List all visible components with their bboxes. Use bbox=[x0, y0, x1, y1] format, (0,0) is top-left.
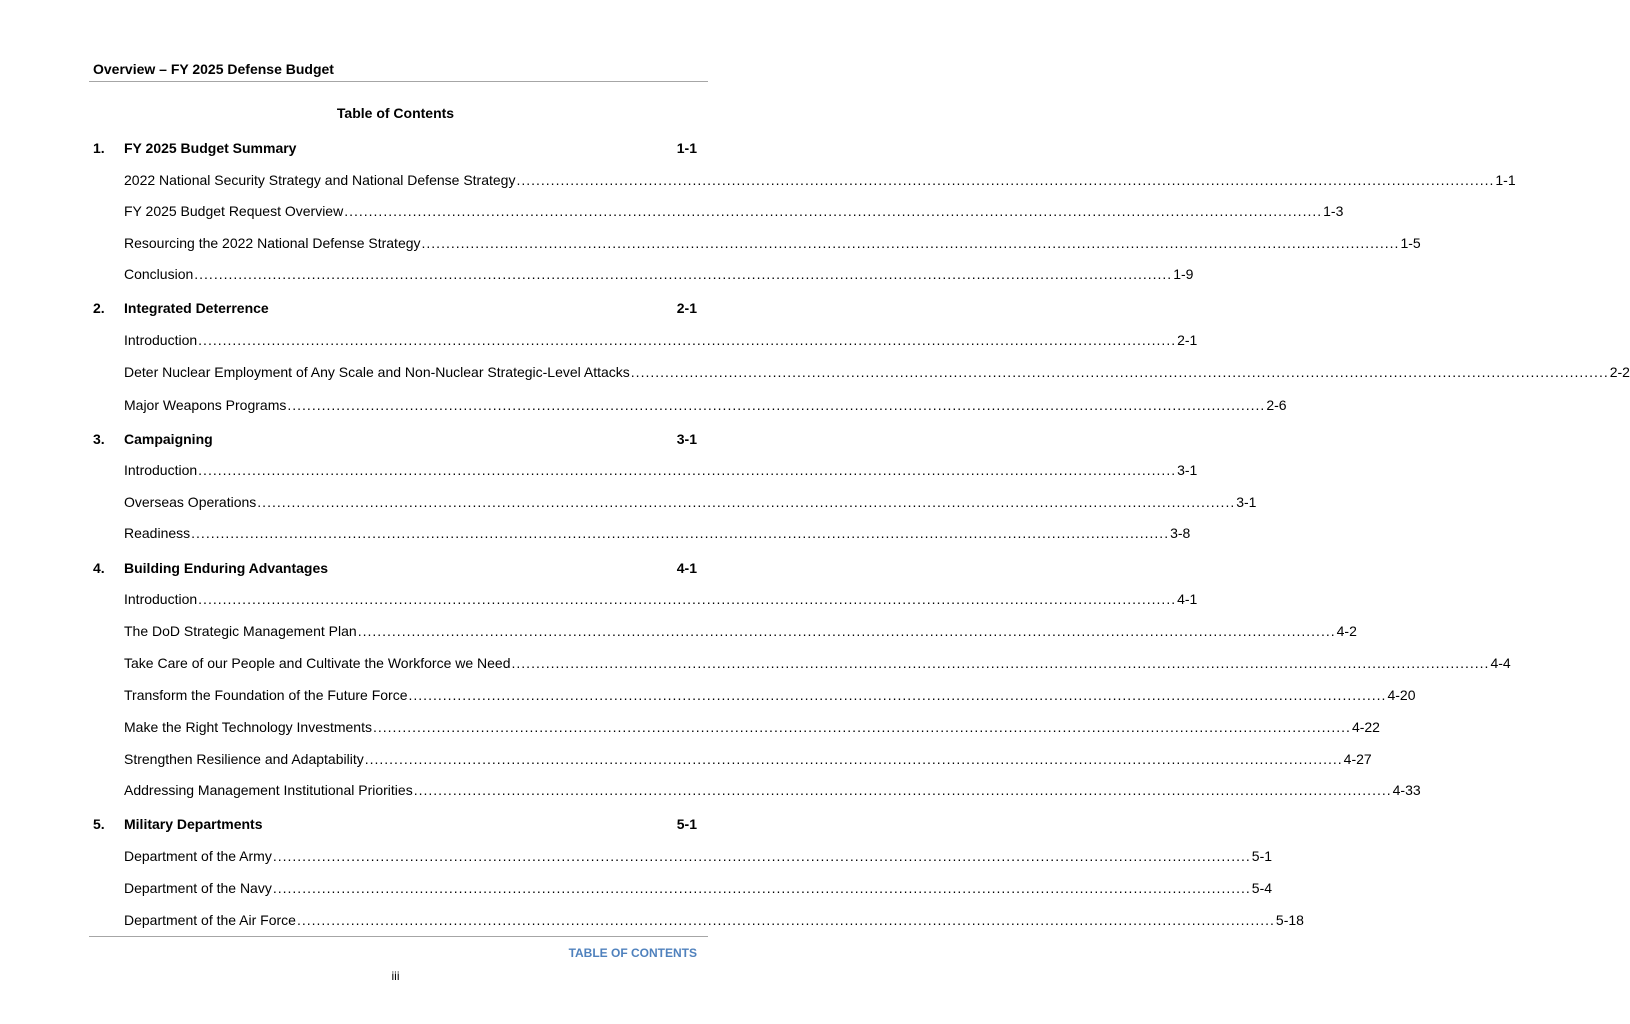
dot-leader: ........................................................................................................................................................................................................ bbox=[413, 782, 1392, 798]
entry-page: 2-1 bbox=[1177, 332, 1198, 348]
toc-entry[interactable] bbox=[0, 847, 1273, 865]
dot-leader: ........................................................................................................................................................................................................ bbox=[511, 655, 1490, 671]
page-header-title: Overview – FY 2025 Defense Budget bbox=[93, 61, 334, 77]
entry-page: 4-20 bbox=[1387, 687, 1416, 703]
dot-leader: ........................................................................................................................................................................................................ bbox=[421, 235, 1400, 251]
entry-title: Strengthen Resilience and Adaptability bbox=[124, 751, 364, 767]
toc-entry[interactable] bbox=[0, 396, 1287, 414]
dot-leader: ........................................................................................................................................................................................................ bbox=[344, 203, 1323, 219]
toc-entry[interactable] bbox=[0, 171, 1516, 189]
section-title: Campaigning bbox=[124, 431, 213, 447]
toc-section-1[interactable] bbox=[0, 139, 791, 157]
toc-entry[interactable] bbox=[0, 202, 1344, 220]
dot-leader: ........................................................................................................................................................................................................ bbox=[198, 591, 1177, 607]
toc-entry[interactable] bbox=[0, 781, 1421, 799]
toc-section-3[interactable] bbox=[0, 430, 791, 448]
dot-leader: ........................................................................................................................................................................................................ bbox=[630, 364, 1609, 380]
toc-section-2[interactable] bbox=[0, 299, 791, 317]
toc-entry[interactable] bbox=[0, 718, 1380, 736]
dot-leader: ........................................................................................................................................................................................................ bbox=[408, 687, 1387, 703]
entry-title: Introduction bbox=[124, 591, 198, 607]
section-page: 5-1 bbox=[676, 816, 697, 832]
dot-leader: ........................................................................................................................................................................................................ bbox=[272, 880, 1251, 896]
section-page: 2-1 bbox=[676, 300, 697, 316]
entry-page: 4-2 bbox=[1336, 623, 1357, 639]
toc-entry[interactable] bbox=[0, 493, 1257, 511]
toc-entry[interactable] bbox=[0, 331, 1198, 349]
toc-entry[interactable] bbox=[0, 686, 1416, 704]
entry-title: 2022 National Security Strategy and National Defense Strategy bbox=[124, 172, 516, 188]
header-divider bbox=[89, 81, 708, 82]
entry-page: 5-18 bbox=[1275, 912, 1304, 928]
dot-leader: ........................................................................................................................................................................................................ bbox=[198, 462, 1177, 478]
entry-page: 4-1 bbox=[1177, 591, 1198, 607]
section-number: 1. bbox=[93, 140, 105, 156]
dot-leader: ........................................................................................................................................................................................................ bbox=[191, 525, 1170, 541]
section-number: 4. bbox=[93, 560, 105, 576]
section-title: Building Enduring Advantages bbox=[124, 560, 329, 576]
entry-page: 1-5 bbox=[1400, 235, 1421, 251]
entry-page: 3-8 bbox=[1170, 525, 1191, 541]
toc-entry[interactable] bbox=[0, 879, 1273, 897]
entry-title: Introduction bbox=[124, 462, 198, 478]
dot-leader: ........................................................................................................................................................................................................ bbox=[357, 623, 1336, 639]
section-title: Integrated Deterrence bbox=[124, 300, 269, 316]
entry-title: FY 2025 Budget Request Overview bbox=[124, 203, 344, 219]
toc-entry[interactable] bbox=[0, 265, 1194, 283]
entry-title: Addressing Management Institutional Priorities bbox=[124, 782, 413, 798]
entry-title: Take Care of our People and Cultivate the Workforce we Need bbox=[124, 655, 511, 671]
toc-entry[interactable] bbox=[0, 363, 1630, 381]
entry-title: Conclusion bbox=[124, 266, 194, 282]
toc-entry[interactable] bbox=[0, 622, 1357, 640]
toc-entry[interactable] bbox=[0, 911, 1304, 929]
entry-title: Resourcing the 2022 National Defense Strategy bbox=[124, 235, 421, 251]
section-number: 3. bbox=[93, 431, 105, 447]
toc-entry[interactable] bbox=[0, 750, 1372, 768]
entry-title: Transform the Foundation of the Future Force bbox=[124, 687, 408, 703]
entry-title: Deter Nuclear Employment of Any Scale and Non-Nuclear Strategic-Level Attacks bbox=[124, 364, 630, 380]
section-page: 1-1 bbox=[676, 140, 697, 156]
section-title: FY 2025 Budget Summary bbox=[124, 140, 297, 156]
dot-leader: ........................................................................................................................................................................................................ bbox=[364, 751, 1343, 767]
entry-page: 1-1 bbox=[1495, 172, 1516, 188]
dot-leader: ........................................................................................................................................................................................................ bbox=[296, 912, 1275, 928]
toc-entry[interactable] bbox=[0, 590, 1198, 608]
entry-page: 3-1 bbox=[1177, 462, 1198, 478]
toc-entry[interactable] bbox=[0, 654, 1511, 672]
dot-leader: ........................................................................................................................................................................................................ bbox=[194, 266, 1173, 282]
dot-leader: ........................................................................................................................................................................................................ bbox=[257, 494, 1236, 510]
entry-page: 5-1 bbox=[1251, 848, 1273, 864]
toc-heading: Table of Contents bbox=[336, 105, 455, 121]
dot-leader: ........................................................................................................................................................................................................ bbox=[198, 332, 1177, 348]
section-page: 4-1 bbox=[676, 560, 697, 576]
entry-page: 1-3 bbox=[1323, 203, 1344, 219]
entry-page: 2-6 bbox=[1266, 397, 1287, 413]
dot-leader: ........................................................................................................................................................................................................ bbox=[516, 172, 1495, 188]
dot-leader: ........................................................................................................................................................................................................ bbox=[287, 397, 1266, 413]
entry-page: 5-4 bbox=[1251, 880, 1273, 896]
entry-title: Make the Right Technology Investments bbox=[124, 719, 372, 735]
entry-title: Major Weapons Programs bbox=[124, 397, 287, 413]
entry-title: The DoD Strategic Management Plan bbox=[124, 623, 357, 639]
entry-title: Overseas Operations bbox=[124, 494, 257, 510]
entry-page: 4-33 bbox=[1392, 782, 1421, 798]
entry-page: 1-9 bbox=[1173, 266, 1194, 282]
section-number: 5. bbox=[93, 816, 105, 832]
entry-page: 2-2 bbox=[1609, 364, 1630, 380]
toc-section-5[interactable] bbox=[0, 815, 791, 833]
entry-title: Department of the Army bbox=[124, 848, 272, 864]
entry-title: Readiness bbox=[124, 525, 191, 541]
section-title: Military Departments bbox=[124, 816, 263, 832]
entry-page: 3-1 bbox=[1236, 494, 1257, 510]
footer-divider bbox=[89, 936, 708, 937]
toc-entry[interactable] bbox=[0, 461, 1198, 479]
entry-title: Introduction bbox=[124, 332, 198, 348]
entry-page: 4-27 bbox=[1343, 751, 1372, 767]
section-page: 3-1 bbox=[676, 431, 697, 447]
toc-entry[interactable] bbox=[0, 234, 1421, 252]
toc-entry[interactable] bbox=[0, 524, 1191, 542]
toc-section-4[interactable] bbox=[0, 559, 791, 577]
footer-section-label: TABLE OF CONTENTS bbox=[568, 946, 697, 960]
entry-page: 4-4 bbox=[1490, 655, 1511, 671]
entry-title: Department of the Navy bbox=[124, 880, 272, 896]
entry-page: 4-22 bbox=[1351, 719, 1380, 735]
dot-leader: ........................................................................................................................................................................................................ bbox=[272, 848, 1251, 864]
section-number: 2. bbox=[93, 300, 105, 316]
dot-leader: ........................................................................................................................................................................................................ bbox=[373, 719, 1351, 735]
page-number: iii bbox=[391, 969, 400, 983]
entry-title: Department of the Air Force bbox=[124, 912, 296, 928]
